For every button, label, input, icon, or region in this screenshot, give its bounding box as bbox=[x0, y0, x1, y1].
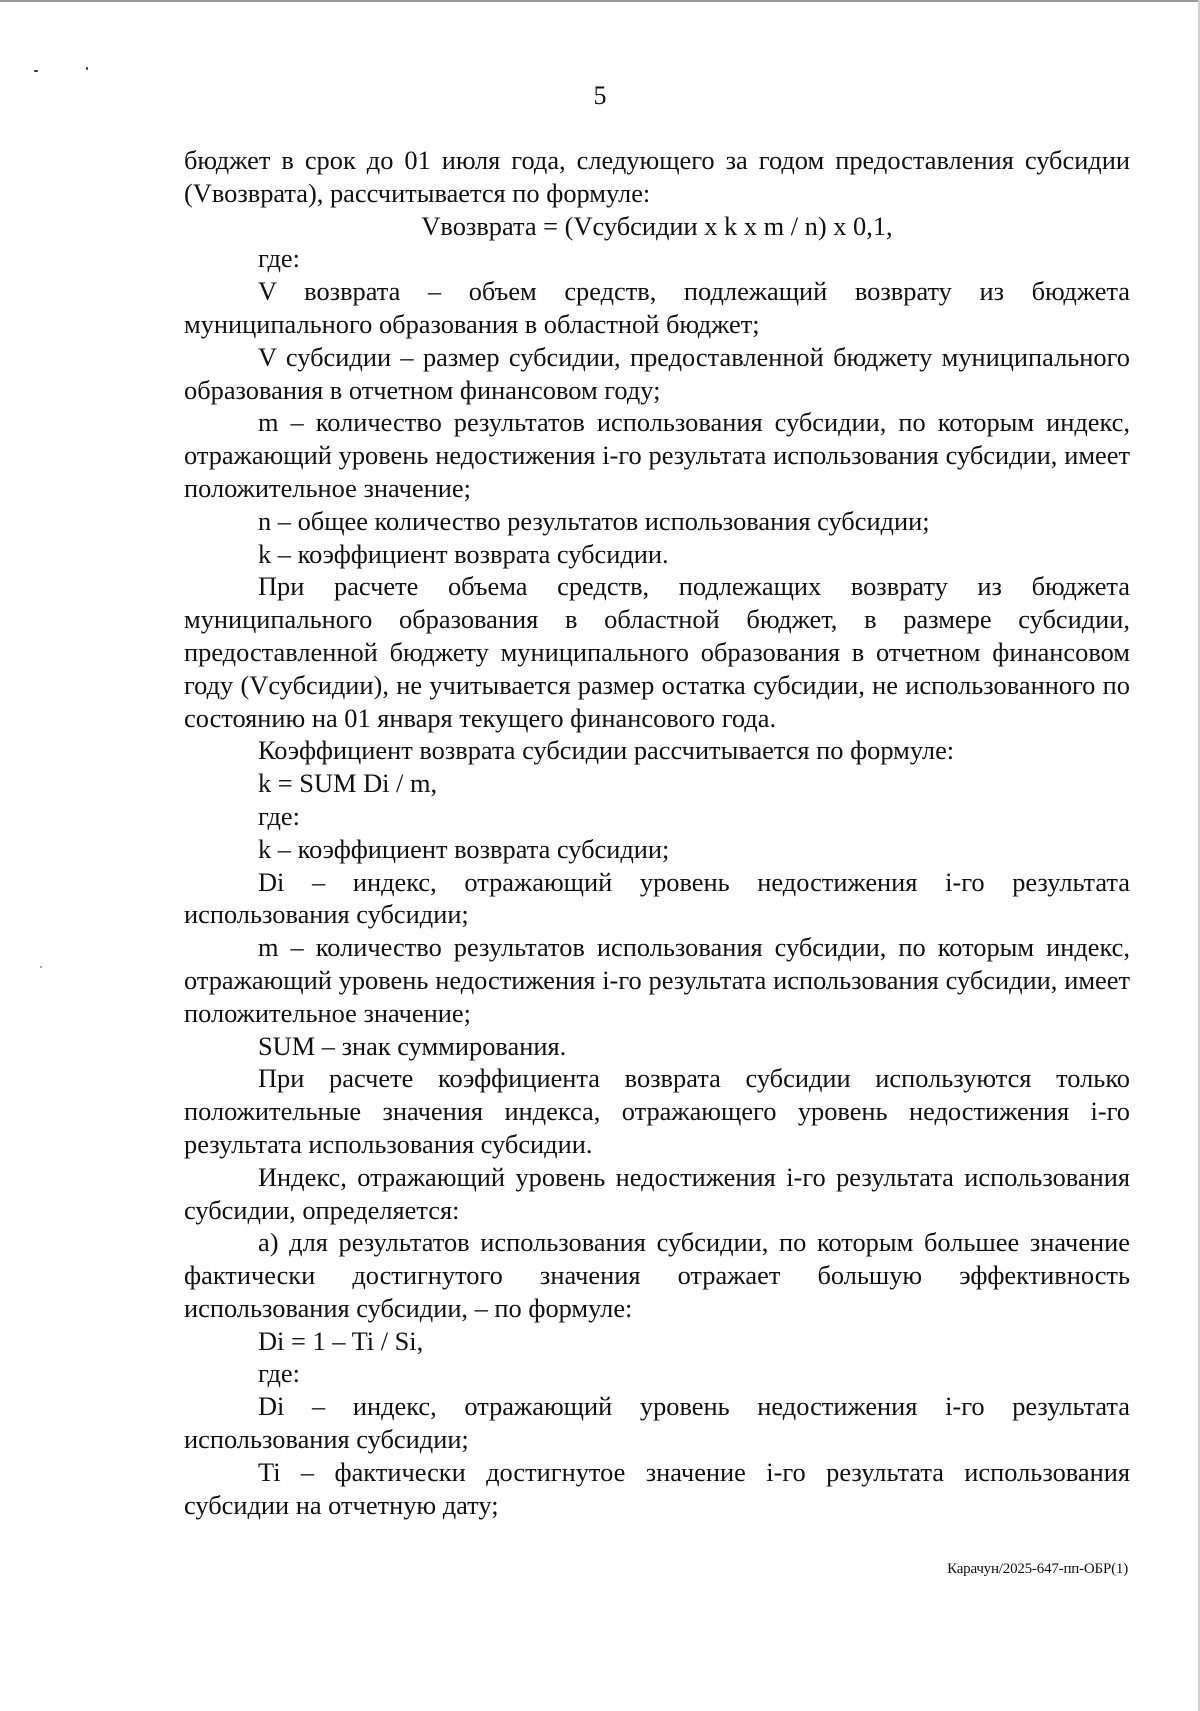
formula-k: k = SUM Di / m, bbox=[258, 768, 438, 799]
paragraph: Индекс, отражающий уровень недостижения i-го результата использования субсидии, определяется: bbox=[184, 1161, 1130, 1225]
document-body bbox=[184, 144, 1130, 1521]
scan-speck bbox=[86, 67, 88, 70]
paragraph: где: bbox=[258, 800, 300, 831]
scan-speck bbox=[40, 966, 42, 968]
definition-m: m – количество результатов использования субсидии, по которым индекс, отражающий уровень недостижения i-го результата использования субсидии, имеет положительное значение; bbox=[184, 932, 1130, 1028]
definition-m: m – количество результатов использования субсидии, по которым индекс, отражающий уровень недостижения i-го результата использования субсидии, имеет положительное значение; bbox=[184, 407, 1130, 503]
paragraph: бюджет в срок до 01 июля года, следующего за годом предоставления субсидии (Vвозврата), рассчитывается по формуле: bbox=[184, 145, 1130, 208]
paragraph: а) для результатов использования субсидии, по которым большее значение фактически достигнутого значения отражает большую эффективность использования субсидии, – по формуле: bbox=[184, 1227, 1130, 1323]
definition-di: Di – индекс, отражающий уровень недостижения i-го результата использования субсидии; bbox=[184, 866, 1130, 930]
definition-k: k – коэффициент возврата субсидии. bbox=[258, 538, 669, 569]
definition-n: n – общее количество результатов использования субсидии; bbox=[258, 505, 930, 536]
document-reference: Карачун/2025-647-пп-ОБР(1) bbox=[947, 1561, 1128, 1577]
formula-di: Di = 1 – Ti / Si, bbox=[258, 1325, 424, 1356]
definition-v-subsidy: V субсидии – размер субсидии, предоставленной бюджету муниципального образования в отчетном финансовом году; bbox=[184, 341, 1130, 405]
definition-ti: Ti – фактически достигнутое значение i-го результата использования субсидии на отчетную дату; bbox=[184, 1456, 1130, 1520]
page-number: 5 bbox=[593, 81, 607, 110]
definition-di: Di – индекс, отражающий уровень недостижения i-го результата использования субсидии; bbox=[184, 1391, 1130, 1455]
paragraph: Коэффициент возврата субсидии рассчитывается по формуле: bbox=[258, 735, 955, 766]
paragraph: где: bbox=[258, 243, 300, 274]
paragraph: При расчете коэффициента возврата субсидии используются только положительные значения индекса, отражающего уровень недостижения i-го результата использования субсидии. bbox=[184, 1063, 1130, 1159]
definition-sum: SUM – знак суммирования. bbox=[258, 1030, 567, 1061]
scan-top-edge bbox=[0, 0, 1200, 2]
definition-v-return: V возврата – объем средств, подлежащий возврату из бюджета муниципального образования в областной бюджет; bbox=[184, 276, 1130, 339]
paragraph: При расчете объема средств, подлежащих возврату из бюджета муниципального образования в областной бюджет, в размере субсидии, предоставленной бюджету муниципального образования в отчетном финансовом году (Vсубсидии), не учитывается размер остатка субсидии, не использованного по состоянию на 01 января текущего финансового года. bbox=[184, 571, 1130, 733]
definition-k: k – коэффициент возврата субсидии; bbox=[258, 833, 670, 864]
formula-return-volume: Vвозврата = (Vсубсидии х k х m / n) х 0,1, bbox=[421, 210, 893, 241]
paragraph: где: bbox=[258, 1358, 300, 1389]
scan-speck bbox=[34, 70, 38, 72]
